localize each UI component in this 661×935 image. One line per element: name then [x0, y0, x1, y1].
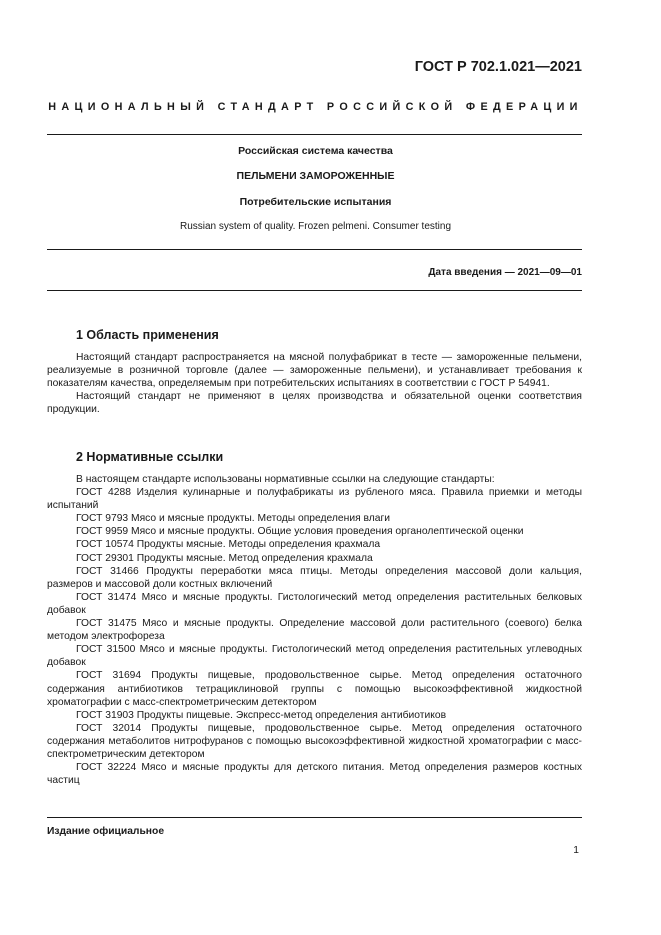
gost-number: ГОСТ Р 702.1.021—2021 [414, 59, 582, 75]
introduction-date: Дата введения — 2021—09—01 [428, 267, 582, 278]
header-divider [47, 134, 582, 135]
english-title: Russian system of quality. Frozen pelmeni. Consumer testing [179, 221, 452, 232]
reference-item: ГОСТ 10574 Продукты мясные. Методы определения крахмала [76, 539, 381, 551]
reference-item: ГОСТ 29301 Продукты мясные. Метод определения крахмала [76, 552, 373, 564]
reference-item: ГОСТ 32224 Мясо и мясные продукты для детского питания. Метод определения размеров костных частиц [47, 762, 582, 787]
section-1-paragraph: Настоящий стандарт не применяют в целях производства и обязательной оценки соответствия продукции. [47, 391, 582, 416]
national-standard-heading: НАЦИОНАЛЬНЫЙ СТАНДАРТ РОССИЙСКОЙ ФЕДЕРАЦИИ [48, 101, 583, 113]
reference-item: ГОСТ 31475 Мясо и мясные продукты. Определение массовой доли растительного (соевого) белка методом электрофореза [47, 618, 582, 643]
reference-item: ГОСТ 31474 Мясо и мясные продукты. Гистологический метод определения растительных белковых добавок [47, 591, 582, 616]
date-divider [47, 290, 582, 291]
section-1-body [47, 351, 582, 416]
quality-system-line: Российская система качества [238, 145, 393, 157]
document-title: ПЕЛЬМЕНИ ЗАМОРОЖЕННЫЕ [236, 170, 395, 182]
section-2-heading: 2 Нормативные ссылки [76, 450, 224, 464]
reference-item: ГОСТ 31500 Мясо и мясные продукты. Гистологический метод определения растительных углеводных добавок [47, 644, 582, 669]
section-1-heading: 1 Область применения [76, 328, 219, 342]
reference-item: ГОСТ 31694 Продукты пищевые, продовольственное сырье. Метод определения остаточного содержания антибиотиков тетрациклиновой группы с помощью высокоэффективной жидкостной хроматографии с масс-спектрометрическим детектором [47, 670, 582, 708]
official-edition-label: Издание официальное [47, 826, 165, 837]
page-number: 1 [573, 845, 579, 856]
reference-item: ГОСТ 9959 Мясо и мясные продукты. Общие условия проведения органолептической оценки [76, 526, 524, 538]
reference-item: ГОСТ 9793 Мясо и мясные продукты. Методы определения влаги [76, 513, 390, 525]
reference-item: ГОСТ 31903 Продукты пищевые. Экспресс-метод определения антибиотиков [76, 709, 447, 721]
reference-item: В настоящем стандарте использованы нормативные ссылки на следующие стандарты: [76, 474, 495, 485]
document-subtitle: Потребительские испытания [239, 196, 392, 208]
reference-item: ГОСТ 31466 Продукты переработки мяса птицы. Методы определения массовой доли кальция, размеров и массовой доли костных включений [47, 565, 582, 590]
title-divider [47, 249, 582, 250]
footer-divider [47, 817, 582, 818]
reference-item: ГОСТ 4288 Изделия кулинарные и полуфабрикаты из рубленого мяса. Правила приемки и методы испытаний [47, 487, 582, 512]
section-1-paragraph: Настоящий стандарт распространяется на мясной полуфабрикат в тесте — замороженные пельмени, реализуемые в розничной торговле (далее — замороженные пельмени), и устанавливает требования к показателям качества, определяемым при потребительских испытаниях в соответствии с ГОСТ Р 54941. [47, 352, 582, 390]
section-2-body [47, 473, 582, 787]
reference-item: ГОСТ 32014 Продукты пищевые, продовольственное сырье. Метод определения остаточного содержания метаболитов нитрофуранов с помощью высокоэффективной жидкостной хроматографии с масс-спектрометрическим детектором [47, 722, 582, 760]
